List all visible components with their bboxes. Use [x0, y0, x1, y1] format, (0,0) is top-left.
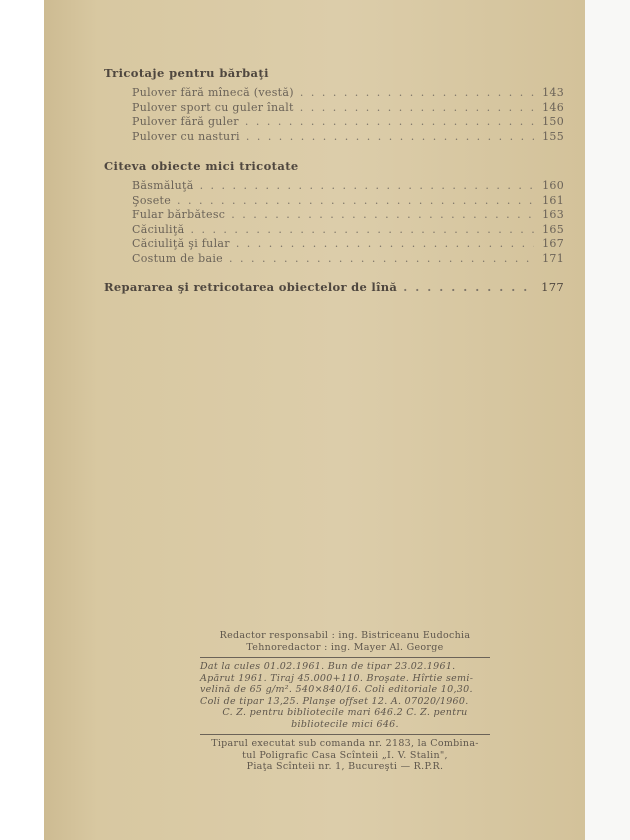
entry-page: 143: [542, 86, 564, 99]
printing-line: Tiparul executat sub comanda nr. 2183, la Combina-: [211, 738, 479, 749]
entry-page: 146: [542, 100, 564, 114]
publication-line: bibliotecile mici 646.: [291, 718, 399, 730]
toc-entry: [104, 130, 564, 145]
entry-page: 150: [542, 115, 564, 128]
toc-entry: [104, 179, 564, 194]
entry-page: 177: [541, 280, 564, 294]
dot-leader: [246, 130, 534, 145]
toc-entry: [104, 115, 564, 130]
dot-leader: [229, 252, 534, 267]
toc-entry: [104, 86, 564, 101]
entry-title: Pulover cu nasturi: [132, 129, 240, 143]
entry-title: Şosete: [132, 193, 172, 207]
entry-page: 161: [542, 193, 564, 207]
toc-entry: [104, 237, 564, 252]
printing-line: tul Poligrafic Casa Scînteii „I. V. Stalin",: [242, 749, 448, 761]
dot-leader: [300, 86, 534, 101]
publication-line: Coli de tipar 13,25. Planşe offset 12. A. 07020/1960.: [200, 695, 469, 707]
entry-title: Pulover fără mînecă (vestă): [132, 86, 294, 99]
toc-entry: [104, 194, 564, 209]
toc-entry: [104, 223, 564, 238]
toc-main-entry: [104, 280, 564, 295]
printing-details: [200, 738, 490, 773]
dot-leader: [236, 237, 534, 252]
toc-entry: [104, 208, 564, 223]
entry-page: 171: [542, 251, 564, 265]
entry-title: Băsmăluţă: [132, 179, 194, 192]
dot-leader: [190, 223, 534, 238]
entry-page: 163: [542, 208, 564, 221]
book-page: [44, 0, 585, 840]
tech-editor-line: Tehnoredactor : ing. Mayer Al. George: [246, 641, 444, 653]
toc-entry: [104, 252, 564, 267]
dot-leader: [245, 115, 534, 130]
publication-line: Dat la cules 01.02.1961. Bun de tipar 23.02.1961.: [200, 661, 456, 672]
editor-line: Redactor responsabil : ing. Bistriceanu Eudochia: [219, 630, 471, 641]
publication-details: [200, 661, 490, 730]
toc-entry: [104, 101, 564, 116]
entry-title: Repararea şi retricotarea obiectelor de lînă: [104, 280, 398, 294]
entry-title: Căciuliţă şi fular: [132, 237, 230, 250]
entry-title: Costum de baie: [132, 251, 223, 265]
toc-section: [104, 66, 564, 144]
scan-right-margin: [585, 0, 630, 840]
entry-page: 155: [542, 129, 564, 143]
entry-page: 167: [542, 237, 564, 250]
entry-title: Căciuliţă: [132, 222, 185, 236]
colophon: [200, 630, 490, 773]
divider: [200, 734, 490, 735]
entry-title: Pulover fără guler: [132, 115, 239, 128]
section-title: Citeva obiecte mici tricotate: [104, 159, 299, 173]
table-of-contents: [104, 66, 564, 295]
entry-page: 160: [542, 179, 564, 192]
entry-page: 165: [542, 222, 564, 236]
divider: [200, 657, 490, 658]
section-title: Tricotaje pentru bărbaţi: [104, 66, 269, 80]
publication-line: C. Z. pentru bibliotecile mari 646.2 C. Z. pentru: [222, 707, 468, 718]
entry-title: Fular bărbătesc: [132, 208, 226, 221]
publication-line: velină de 65 g/m². 540×840/16. Coli editoriale 10,30.: [200, 684, 473, 695]
scan-left-margin: [0, 0, 44, 840]
dot-leader: [200, 179, 534, 194]
dot-leader: [177, 194, 534, 209]
dot-leader: [231, 208, 534, 223]
dot-leader: [300, 101, 534, 116]
toc-section: [104, 159, 564, 266]
entry-title: Pulover sport cu guler înalt: [132, 100, 294, 114]
dot-leader: [403, 280, 534, 295]
publication-line: Apărut 1961. Tiraj 45.000+110. Broşate. Hîrtie semi-: [200, 672, 474, 684]
printing-line: Piaţa Scînteii nr. 1, Bucureşti — R.P.R.: [246, 761, 444, 772]
